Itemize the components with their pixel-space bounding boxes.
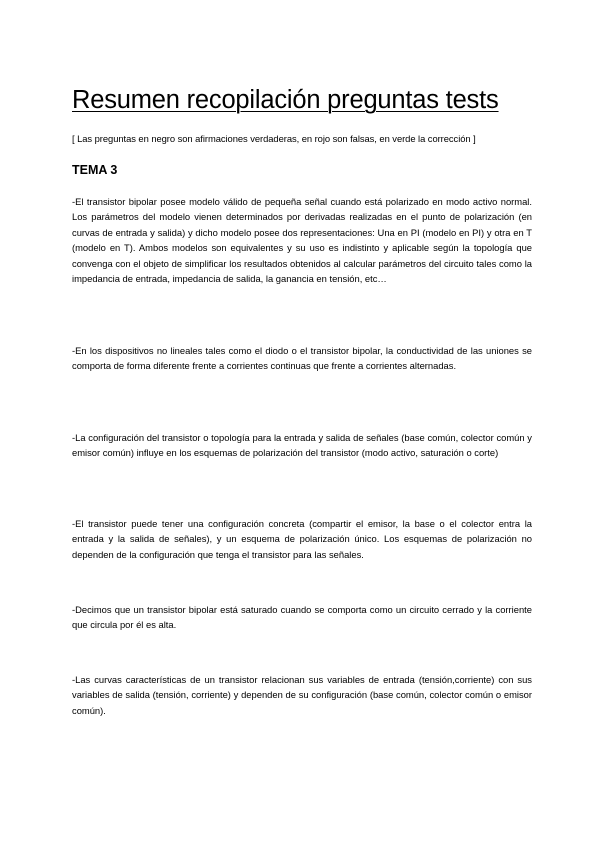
section-title: TEMA 3 xyxy=(72,163,118,177)
document-title: Resumen recopilación preguntas tests xyxy=(72,86,499,114)
question-paragraph: -El transistor puede tener una configuración concreta (compartir el emisor, la base o el colector entra la entrada y la salida de señales), y un esquema de polarización único. Los esquemas de polarización no dependen de la configuración que tenga el transistor para las señales. xyxy=(72,518,532,560)
question-paragraph: -Las curvas características de un transistor relacionan sus variables de entrada (tensión,corriente) con sus variables de salida (tensión, corriente) y dependen de su configuración (base común, colector común o emisor común). xyxy=(72,674,532,716)
question-paragraph: -En los dispositivos no lineales tales como el diodo o el transistor bipolar, la conductividad de las uniones se comporta de forma diferente frente a corrientes continuas que frente a corrientes alternadas. xyxy=(72,345,532,372)
color-legend-note: [ Las preguntas en negro son afirmaciones verdaderas, en rojo son falsas, en verde la corrección ] xyxy=(72,133,476,144)
question-paragraph: -La configuración del transistor o topología para la entrada y salida de señales (base común, colector común y emisor común) influye en los esquemas de polarización del transistor (modo activo, saturación o corte) xyxy=(72,432,532,459)
question-paragraph: -Decimos que un transistor bipolar está saturado cuando se comporta como un circuito cerrado y la corriente que circula por él es alta. xyxy=(72,604,532,631)
question-paragraph: -El transistor bipolar posee modelo válido de pequeña señal cuando está polarizado en modo activo normal. Los parámetros del modelo vienen determinados por derivadas realizadas en el punto de polarización (en curvas de entrada y salida) y dicho modelo posee dos representaciones: Una en PI (modelo en PI) y otra en T (modelo en T). Ambos modelos son equivalentes y su uso es indistinto y aplicable según la topología que convenga con el objeto de simplificar los resultados obtenidos al calcular parámetros del circuito tales como la impedancia de entrada, impedancia de salida, la ganancia en tensión, etc… xyxy=(72,196,532,285)
